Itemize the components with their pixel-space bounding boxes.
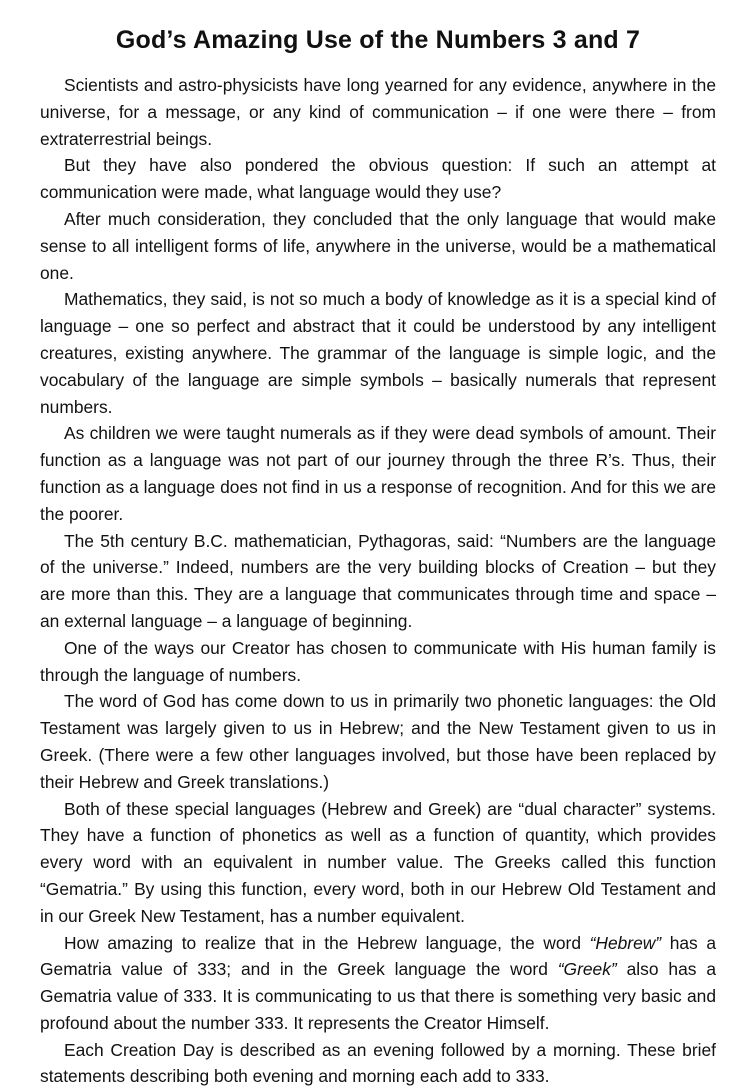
text-run: has a Gematria value of 333; and in the Greek language the word	[40, 932, 716, 980]
paragraph: As children we were taught numerals as if they were dead symbols of amount. Their function as a language was not part of our journey through the three R’s. Thus, their function as a language does not find in us a response of recognition. And for this we are the poorer.	[40, 423, 716, 524]
document-title: God’s Amazing Use of the Numbers 3 and 7	[115, 26, 641, 54]
text-run: How amazing to realize that in the Hebrew language, the word	[64, 932, 590, 953]
document-body	[40, 72, 716, 1090]
paragraph: The word of God has come down to us in primarily two phonetic languages: the Old Testament was largely given to us in Hebrew; and the New Testament given to us in Greek. (There were a few other languages involved, but those have been replaced by their Hebrew and Greek translations.)	[40, 691, 716, 792]
paragraph: Each Creation Day is described as an evening followed by a morning. These brief statements describing both evening and morning each add to 333.	[40, 1039, 716, 1087]
document-page	[40, 22, 716, 1090]
emphasis-greek: “Greek”	[557, 959, 617, 980]
paragraph: But they have also pondered the obvious question: If such an attempt at communication were made, what language would they use?	[40, 155, 716, 203]
paragraph: Mathematics, they said, is not so much a body of knowledge as it is a special kind of language – one so perfect and abstract that it could be understood by any intelligent creatures, existing anywhere. The grammar of the language is simple logic, and the vocabulary of the language are simple symbols – basically numerals that represent numbers.	[40, 289, 716, 417]
paragraph: One of the ways our Creator has chosen to communicate with His human family is through the language of numbers.	[40, 637, 716, 685]
paragraph: Scientists and astro-physicists have long yearned for any evidence, anywhere in the universe, for a message, or any kind of communication – if one were there – from extraterrestrial beings.	[40, 75, 716, 149]
emphasis-hebrew: “Hebrew”	[589, 932, 662, 953]
paragraph: After much consideration, they concluded that the only language that would make sense to all intelligent forms of life, anywhere in the universe, would be a mathematical one.	[40, 208, 716, 283]
paragraph: Both of these special languages (Hebrew and Greek) are “dual character” systems. They have a function of phonetics as well as a function of quantity, which provides every word with an equivalent in number value. The Greeks called this function “Gematria.” By using this function, every word, both in our Hebrew Old Testament and in our Greek New Testament, has a number equivalent.	[40, 798, 716, 926]
text-run: also has a Gematria value of 333. It is communicating to us that there is something very basic and profound about the number 333. It represents the Creator Himself.	[40, 959, 717, 1033]
paragraph-gematria-333	[40, 930, 716, 1037]
paragraph: The 5th century B.C. mathematician, Pythagoras, said: “Numbers are the language of the universe.” Indeed, numbers are the very building blocks of Creation – but they are more than this. They are a language that communicates through time and space – an external language – a language of beginning.	[40, 530, 716, 631]
